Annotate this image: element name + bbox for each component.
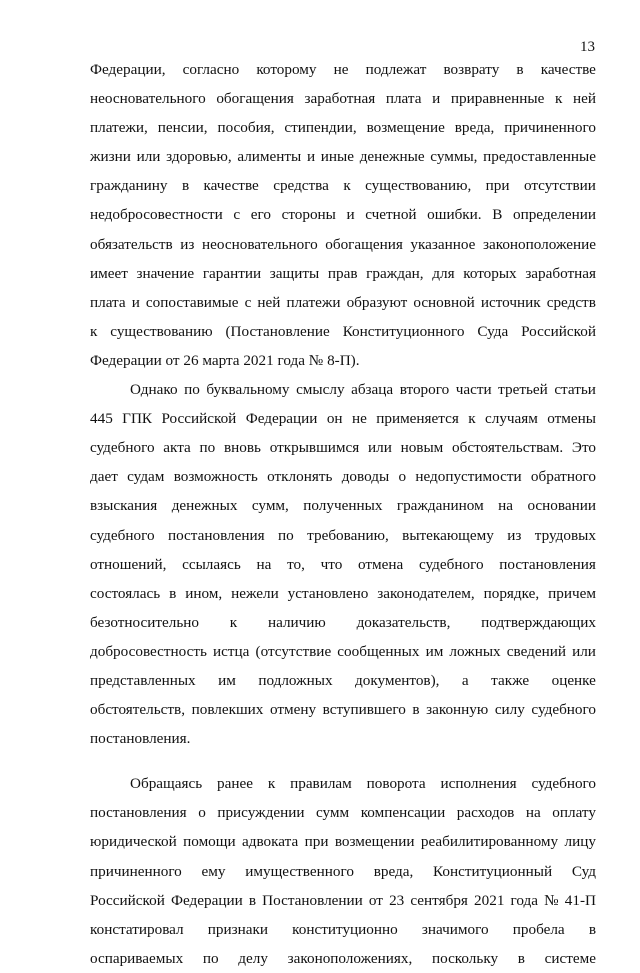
text-line: обязательств из неосновательного обогащения указанное законоположение <box>90 235 596 253</box>
text-line: причиненного ему имущественного вреда, Конституционный Суд <box>90 862 596 880</box>
text-line: недобросовестности с его стороны и счетной ошибки. В определении <box>90 206 596 224</box>
text-line: 445 ГПК Российской Федерации он не применяется к случаям отмены <box>90 410 596 428</box>
page-number: 13 <box>580 39 595 55</box>
text-line: к существованию (Постановление Конституционного Суда Российской <box>90 322 596 340</box>
text-line: отношений, ссылаясь на то, что отмена судебного постановления <box>90 555 596 573</box>
text-line: безотносительно к наличию доказательств, подтверждающих <box>90 613 596 631</box>
text-line: Федерации, согласно которому не подлежат возврату в качестве <box>90 61 596 78</box>
paragraph <box>90 769 596 973</box>
text-line: состоялась в ином, нежели установлено законодателем, порядке, причем <box>90 584 596 602</box>
text-line: платежи, пенсии, пособия, стипендии, возмещение вреда, причиненного <box>90 119 596 137</box>
text-line: неосновательного обогащения заработная плата и приравненные к ней <box>90 90 596 108</box>
text-line-first: Однако по буквальному смыслу абзаца второго части третьей статьи <box>130 381 596 399</box>
text-line-last: Федерации от 26 марта 2021 года № 8-П). <box>90 351 360 369</box>
text-line: представленных им подложных документов), а также оценке <box>90 671 596 689</box>
text-line: судебного постановления по требованию, вытекающему из трудовых <box>90 526 596 544</box>
text-line: судебного акта по вновь открывшимся или новым обстоятельствам. Это <box>90 439 596 457</box>
text-line: взыскания денежных сумм, полученных гражданином на основании <box>90 497 596 515</box>
text-line: гражданину в качестве средства к существованию, при отсутствии <box>90 177 596 195</box>
text-line: плата и сопоставимые с ней платежи образуют основной источник средств <box>90 293 596 311</box>
text-line: добросовестность истца (отсутствие сообщенных им ложных сведений или <box>90 642 596 660</box>
text-line: констатировал признаки конституционно значимого пробела в <box>90 920 596 938</box>
text-line: обстоятельств, повлекших отмену вступившего в законную силу судебного <box>90 701 596 719</box>
text-line-first: Обращаясь ранее к правилам поворота исполнения судебного <box>130 775 596 793</box>
text-line: юридической помощи адвоката при возмещении реабилитированному лицу <box>90 833 596 851</box>
paragraph <box>90 55 596 375</box>
text-line: жизни или здоровью, алименты и иные денежные суммы, предоставленные <box>90 148 596 166</box>
text-line: оспариваемых по делу законоположениях, поскольку в системе <box>90 949 596 967</box>
text-line: дает судам возможность отклонять доводы о недопустимости обратного <box>90 468 596 486</box>
text-line-last: постановления. <box>90 730 191 748</box>
text-line: постановления о присуждении сумм компенсации расходов на оплату <box>90 804 596 822</box>
text-line: имеет значение гарантии защиты прав граждан, для которых заработная <box>90 264 596 282</box>
document-body <box>90 55 596 973</box>
paragraph <box>90 375 596 753</box>
text-line: Российской Федерации в Постановлении от 23 сентября 2021 года № 41-П <box>90 891 596 909</box>
